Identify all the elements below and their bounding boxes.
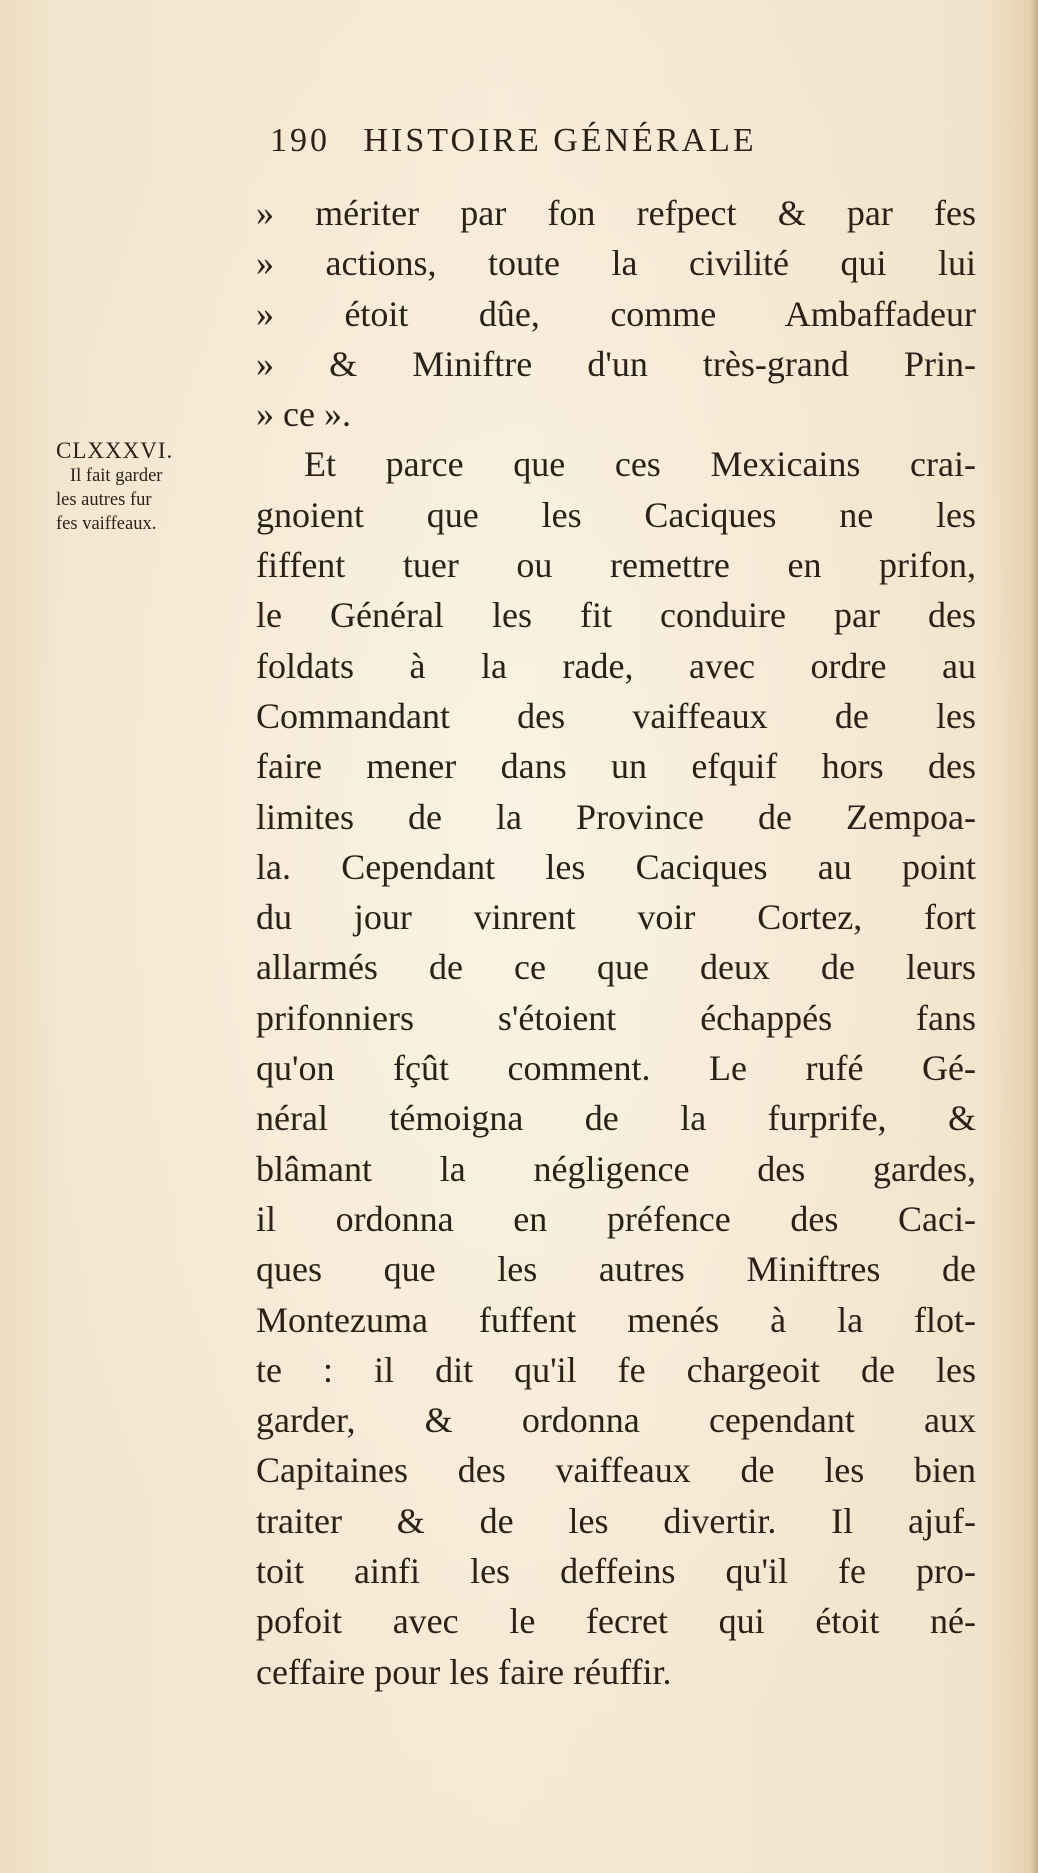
text-line: prifonniers s'étoient échappés fans bbox=[256, 997, 976, 1038]
text-line: blâmant la négligence des gardes, bbox=[256, 1148, 976, 1189]
page-edge-shadow bbox=[1030, 0, 1038, 1873]
text-line: toit ainfi les deffeins qu'il fe pro- bbox=[256, 1551, 976, 1592]
text-line: traiter & de les divertir. Il ajuf- bbox=[256, 1500, 976, 1541]
text-line: » étoit dûe, comme Ambaffadeur bbox=[256, 293, 976, 334]
text-line: Et parce que ces Mexicains crai- bbox=[304, 444, 976, 485]
text-line: » actions, toute la civilité qui lui bbox=[256, 243, 976, 284]
text-line: gnoient que les Caciques ne les bbox=[256, 494, 976, 535]
margin-note-line: Il fait garder bbox=[70, 466, 163, 486]
text-line: du jour vinrent voir Cortez, fort bbox=[256, 897, 976, 938]
text-line: Commandant des vaiffeaux de les bbox=[256, 695, 976, 736]
running-header bbox=[270, 122, 757, 160]
margin-note-line: les autres fur bbox=[56, 490, 152, 510]
body-text bbox=[256, 188, 976, 1697]
text-line: te : il dit qu'il fe chargeoit de les bbox=[256, 1349, 976, 1390]
text-line: ceffaire pour les faire réuffir. bbox=[256, 1651, 672, 1692]
text-line: » ce ». bbox=[256, 394, 351, 435]
text-line: Montezuma fuffent menés à la flot- bbox=[256, 1299, 976, 1340]
text-line: limites de la Province de Zempoa- bbox=[256, 796, 976, 837]
running-title: HISTOIRE GÉNÉRALE bbox=[363, 122, 757, 159]
text-line: la. Cependant les Caciques au point bbox=[256, 846, 976, 887]
text-line: fiffent tuer ou remettre en prifon, bbox=[256, 545, 976, 586]
text-line: » & Miniftre d'un très-grand Prin- bbox=[256, 343, 976, 384]
text-line: » mériter par fon refpect & par fes bbox=[256, 193, 976, 233]
text-line: garder, & ordonna cependant aux bbox=[256, 1400, 976, 1441]
text-line: il ordonna en préfence des Caci- bbox=[256, 1198, 976, 1239]
margin-note-number: CLXXXVI. bbox=[56, 438, 174, 463]
text-line: le Général les fit conduire par des bbox=[256, 595, 976, 636]
text-line: néral témoigna de la furprife, & bbox=[256, 1098, 976, 1139]
text-line: ques que les autres Miniftres de bbox=[256, 1249, 976, 1290]
text-line: Capitaines des vaiffeaux de les bien bbox=[256, 1450, 976, 1491]
text-line: qu'on fçût comment. Le rufé Gé- bbox=[256, 1048, 976, 1089]
text-line: allarmés de ce que deux de leurs bbox=[256, 947, 976, 988]
text-line: foldats à la rade, avec ordre au bbox=[256, 645, 976, 686]
margin-note-line: fes vaiffeaux. bbox=[56, 514, 157, 534]
text-line: pofoit avec le fecret qui étoit né- bbox=[256, 1601, 976, 1642]
page-number: 190 bbox=[270, 122, 330, 159]
margin-note bbox=[56, 438, 256, 536]
text-line: faire mener dans un efquif hors des bbox=[256, 746, 976, 787]
